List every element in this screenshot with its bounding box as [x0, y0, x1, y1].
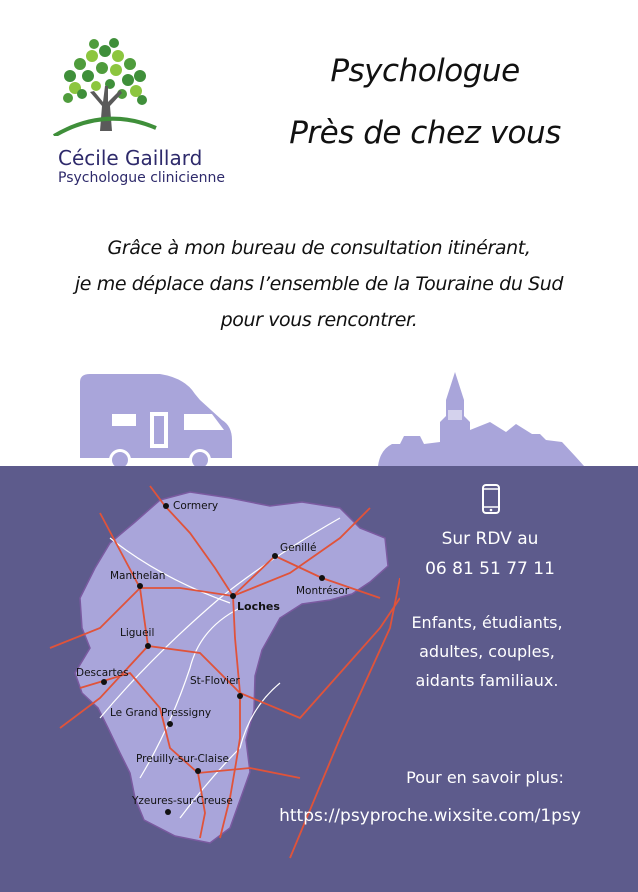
town-descartes: Descartes: [76, 667, 129, 679]
town-genille: Genillé: [280, 542, 317, 554]
headline-line-1: Psychologue: [330, 53, 520, 89]
intro-line-2: je me déplace dans l’ensemble de la Touraine du Sud: [74, 273, 564, 295]
town-ligueil: Ligueil: [120, 627, 155, 639]
town-montresor: Montrésor: [296, 585, 350, 597]
mobile-phone-icon: [482, 484, 500, 514]
rdv-label: Sur RDV au: [441, 529, 539, 549]
phone-number[interactable]: 06 81 51 77 11: [425, 559, 555, 579]
intro-text: [20, 230, 618, 338]
illustration: [0, 360, 638, 470]
town-manthelan: Manthelan: [110, 570, 166, 582]
logo-subtitle: Psychologue clinicienne: [58, 170, 225, 186]
headline-line-2: Près de chez vous: [289, 115, 561, 151]
services-line-3: aidants familiaux.: [415, 671, 559, 690]
town-loches: Loches: [237, 600, 280, 613]
contact-block: [400, 524, 580, 584]
logo-name: Cécile Gaillard: [58, 146, 203, 170]
logo: [38, 36, 238, 196]
camper-van-icon: [80, 374, 232, 470]
town-st-flovier: St-Flovier: [190, 675, 240, 687]
tree-icon: [50, 36, 160, 136]
website-link[interactable]: https://psyproche.wixsite.com/1psy: [279, 806, 581, 826]
town-grand-pressigny: Le Grand Pressigny: [110, 707, 212, 719]
services-block: [398, 608, 576, 695]
town-preuilly: Preuilly-sur-Claise: [136, 753, 230, 765]
more-info-label: Pour en savoir plus:: [406, 768, 564, 787]
services-line-2: adultes, couples,: [419, 642, 555, 661]
intro-line-1: Grâce à mon bureau de consultation itinérant,: [107, 237, 531, 259]
town-yzeures: Yzeures-sur-Creuse: [132, 795, 233, 807]
village-church-icon: [378, 372, 584, 466]
intro-line-3: pour vous rencontrer.: [220, 309, 418, 331]
town-cormery: Cormery: [173, 500, 219, 512]
services-line-1: Enfants, étudiants,: [411, 613, 563, 632]
